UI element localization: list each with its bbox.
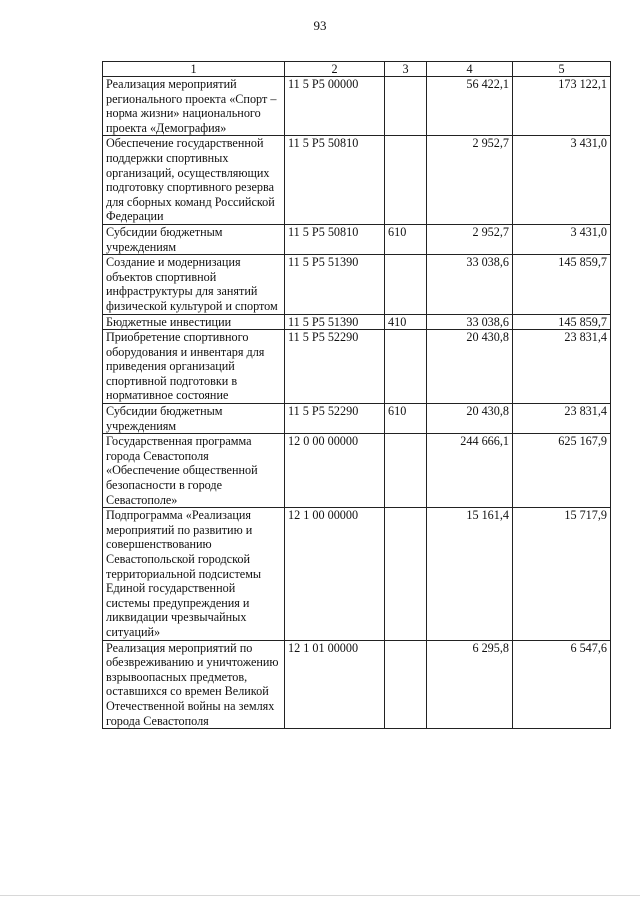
row-amount-col4-cell: 20 430,8 — [427, 330, 513, 404]
row-name-cell: Реализация мероприятий по обезвреживанию и уничтожению взрывоопасных предметов, оставшихся со времен Великой Отечественной войны на землях города Севастополя — [103, 640, 285, 729]
row-name-cell: Обеспечение государственной поддержки спортивных организаций, осуществляющих подготовку спортивного резерва для сборных команд Российской Федерации — [103, 136, 285, 225]
row-expense-type-cell — [385, 136, 427, 225]
column-header-2: 2 — [285, 62, 385, 77]
row-name-cell: Реализация мероприятий регионального проекта «Спорт – норма жизни» национального проекта «Демография» — [103, 77, 285, 136]
column-header-5: 5 — [513, 62, 611, 77]
row-name-cell: Приобретение спортивного оборудования и инвентаря для приведения организаций спортивной подготовки в нормативное состояние — [103, 330, 285, 404]
row-expense-type-cell: 610 — [385, 224, 427, 254]
table-row — [103, 77, 611, 136]
row-amount-col5-cell: 3 431,0 — [513, 224, 611, 254]
row-amount-col5-cell: 23 831,4 — [513, 330, 611, 404]
row-name-cell: Субсидии бюджетным учреждениям — [103, 224, 285, 254]
row-code-cell: 11 5 P5 00000 — [285, 77, 385, 136]
row-name-cell: Создание и модернизация объектов спортивной инфраструктуры для занятий физической культурой и спортом — [103, 255, 285, 314]
row-expense-type-cell — [385, 255, 427, 314]
page-bottom-edge — [0, 895, 640, 896]
row-expense-type-cell — [385, 330, 427, 404]
table-header-row — [103, 62, 611, 77]
row-expense-type-cell: 410 — [385, 314, 427, 330]
row-code-cell: 11 5 P5 52290 — [285, 404, 385, 434]
row-amount-col5-cell: 15 717,9 — [513, 508, 611, 640]
row-code-cell: 11 5 P5 52290 — [285, 330, 385, 404]
table-row — [103, 330, 611, 404]
row-code-cell: 11 5 P5 50810 — [285, 136, 385, 225]
row-amount-col4-cell: 2 952,7 — [427, 136, 513, 225]
row-amount-col4-cell: 33 038,6 — [427, 255, 513, 314]
row-amount-col5-cell: 23 831,4 — [513, 404, 611, 434]
row-code-cell: 11 5 P5 50810 — [285, 224, 385, 254]
row-amount-col5-cell: 145 859,7 — [513, 255, 611, 314]
row-code-cell: 12 1 01 00000 — [285, 640, 385, 729]
row-amount-col5-cell: 173 122,1 — [513, 77, 611, 136]
row-amount-col4-cell: 20 430,8 — [427, 404, 513, 434]
row-amount-col5-cell: 145 859,7 — [513, 314, 611, 330]
row-amount-col4-cell: 15 161,4 — [427, 508, 513, 640]
row-code-cell: 12 0 00 00000 — [285, 434, 385, 508]
column-header-1: 1 — [103, 62, 285, 77]
row-expense-type-cell — [385, 640, 427, 729]
row-expense-type-cell — [385, 508, 427, 640]
table-row — [103, 404, 611, 434]
table-row — [103, 508, 611, 640]
row-code-cell: 12 1 00 00000 — [285, 508, 385, 640]
row-name-cell: Субсидии бюджетным учреждениям — [103, 404, 285, 434]
row-amount-col5-cell: 3 431,0 — [513, 136, 611, 225]
table-row — [103, 255, 611, 314]
row-amount-col5-cell: 625 167,9 — [513, 434, 611, 508]
table-row — [103, 136, 611, 225]
row-amount-col4-cell: 244 666,1 — [427, 434, 513, 508]
row-amount-col4-cell: 2 952,7 — [427, 224, 513, 254]
row-amount-col4-cell: 6 295,8 — [427, 640, 513, 729]
row-expense-type-cell — [385, 434, 427, 508]
row-name-cell: Бюджетные инвестиции — [103, 314, 285, 330]
row-amount-col4-cell: 56 422,1 — [427, 77, 513, 136]
column-header-3: 3 — [385, 62, 427, 77]
table-row — [103, 640, 611, 729]
table-row — [103, 224, 611, 254]
page-number: 93 — [313, 18, 327, 33]
row-code-cell: 11 5 P5 51390 — [285, 314, 385, 330]
row-amount-col5-cell: 6 547,6 — [513, 640, 611, 729]
row-code-cell: 11 5 P5 51390 — [285, 255, 385, 314]
table-row — [103, 434, 611, 508]
table-row — [103, 314, 611, 330]
column-header-4: 4 — [427, 62, 513, 77]
row-expense-type-cell: 610 — [385, 404, 427, 434]
row-name-cell: Подпрограмма «Реализация мероприятий по развитию и совершенствованию Севастопольской городской территориальной подсистемы Единой государственной системы предупреждения и ликвидации чрезвычайных ситуаций» — [103, 508, 285, 640]
row-amount-col4-cell: 33 038,6 — [427, 314, 513, 330]
budget-table-body — [103, 62, 611, 729]
row-name-cell: Государственная программа города Севастополя «Обеспечение общественной безопасности в городе Севастополе» — [103, 434, 285, 508]
row-expense-type-cell — [385, 77, 427, 136]
budget-table — [102, 61, 611, 729]
